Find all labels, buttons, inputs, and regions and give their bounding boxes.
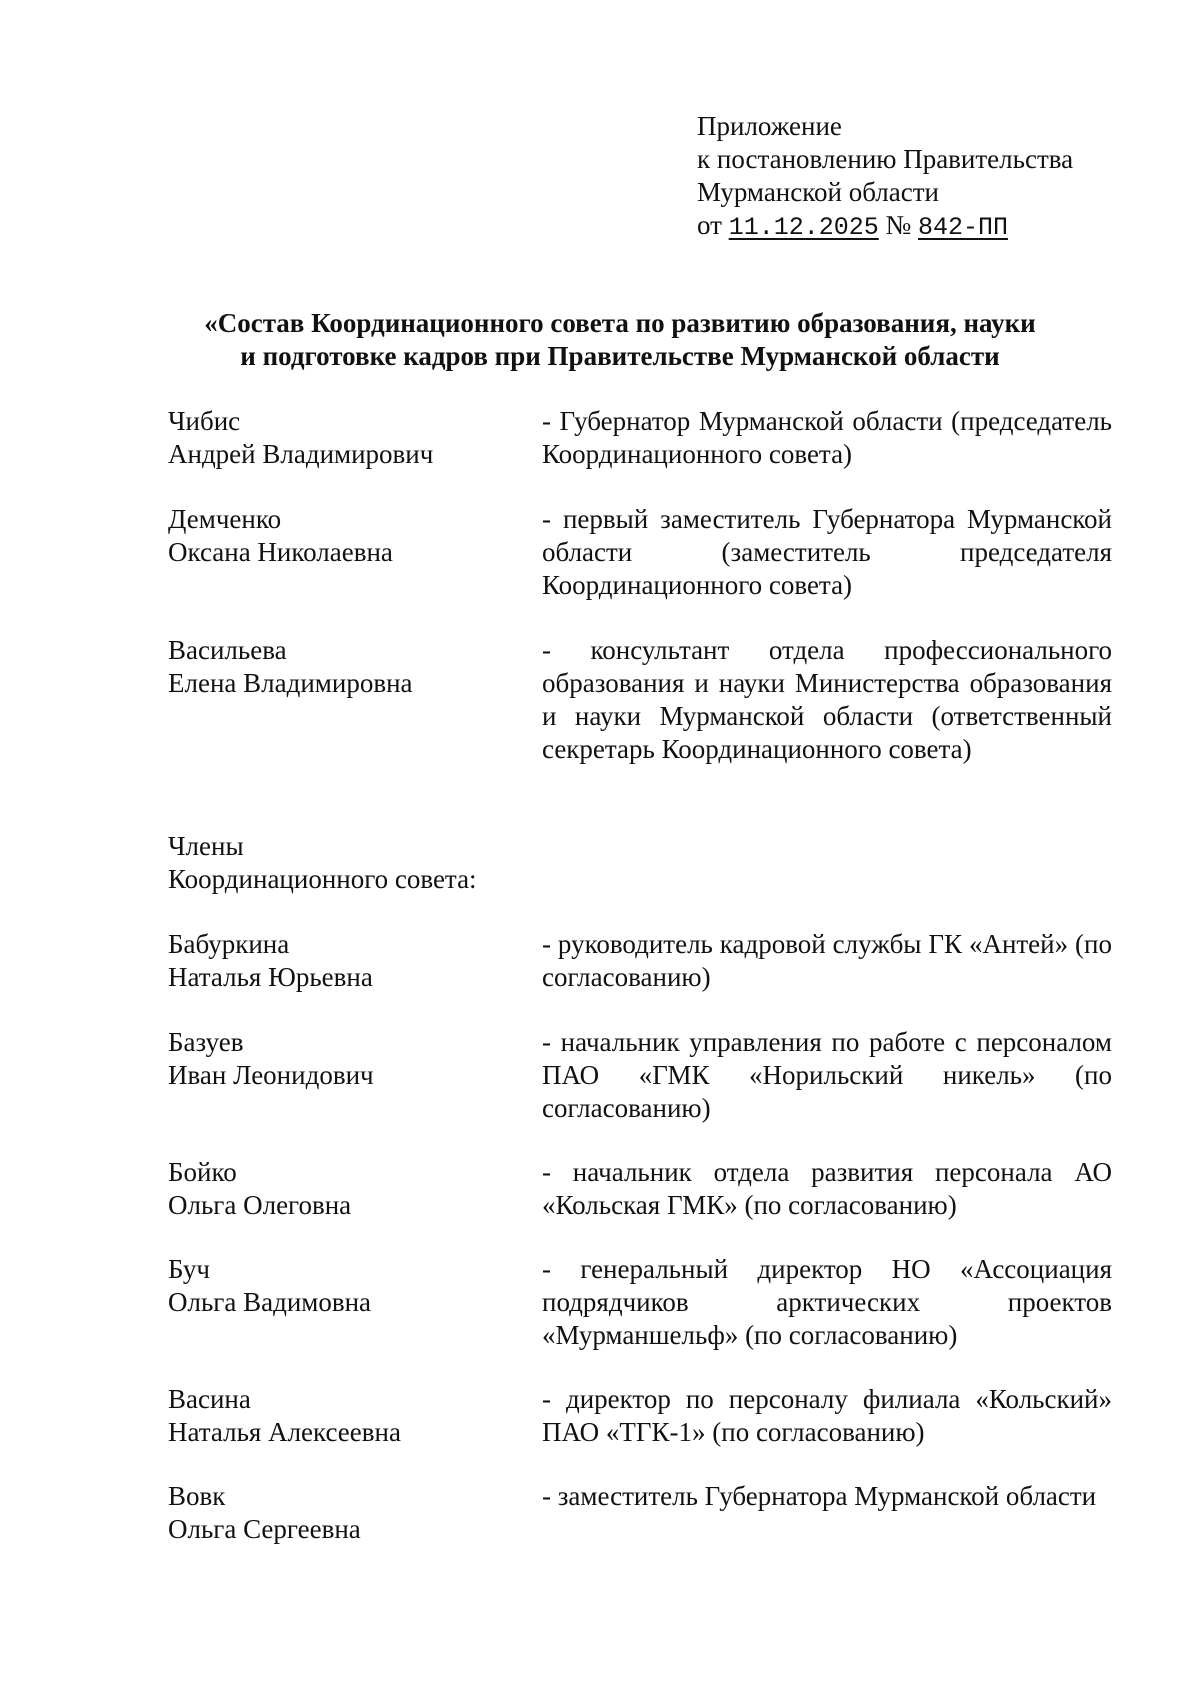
appendix-block [697,110,1073,244]
members-heading-line-1: Члены [168,831,244,861]
member-surname: Бойко [168,1157,237,1187]
member-role: - консультант отдела профессионального образования и науки Министерства образования и науки Мурманской области (ответственный секретарь Координационного совета) [542,635,1112,764]
member-given-name: Ольга Сергеевна [168,1514,361,1544]
member-given-name: Наталья Алексеевна [168,1417,401,1447]
members-heading-line-2: Координационного совета: [168,864,477,894]
member-role: - заместитель Губернатора Мурманской области [542,1481,1097,1511]
member-name [168,1253,528,1319]
member-surname: Васина [168,1384,251,1414]
member-given-name: Ольга Вадимовна [168,1287,372,1317]
member-role: - генеральный директор НО «Ассоциация подрядчиков арктических проектов «Мурманшельф» (по согласованию) [542,1254,1112,1350]
member-given-name: Оксана Николаевна [168,537,393,567]
member-surname: Буч [168,1254,210,1284]
member-name [168,1480,528,1546]
member-name [168,1026,528,1092]
appendix-reference: к постановлению Правительства [697,144,1074,174]
number-sign: № [885,210,912,240]
title-line-2: и подготовке кадров при Правительстве Мурманской области [240,341,1000,371]
member-name [168,1383,528,1449]
title-line-1: «Состав Координационного совета по развитию образования, науки [204,308,1036,338]
member-given-name: Иван Леонидович [168,1060,374,1090]
member-role: - начальник управления по работе с персоналом ПАО «ГМК «Норильский никель» (по согласованию) [542,1027,1112,1123]
member-name [168,928,528,994]
document-title [120,307,1120,373]
member-given-name: Елена Владимировна [168,668,413,698]
appendix-title: Приложение [697,111,842,141]
member-role: - первый заместитель Губернатора Мурманской области (заместитель председателя Координационного совета) [542,504,1112,600]
decree-date: 11.12.2025 [728,213,879,242]
member-role: - Губернатор Мурманской области (председатель Координационного совета) [542,406,1112,469]
member-given-name: Наталья Юрьевна [168,962,373,992]
appendix-region: Мурманской области [697,177,939,207]
member-given-name: Ольга Олеговна [168,1190,352,1220]
member-surname: Базуев [168,1027,244,1057]
member-role: - директор по персоналу филиала «Кольский» ПАО «ТГК-1» (по согласованию) [542,1384,1112,1447]
member-role: - начальник отдела развития персонала АО «Кольская ГМК» (по согласованию) [542,1157,1112,1220]
member-name [168,405,528,471]
member-name [168,1156,528,1222]
members-heading [168,830,477,896]
member-name [168,503,528,569]
member-given-name: Андрей Владимирович [168,439,434,469]
appendix-date-line [697,209,1073,244]
member-surname: Васильева [168,635,287,665]
member-name [168,634,528,700]
member-surname: Чибис [168,406,241,436]
member-surname: Бабуркина [168,929,290,959]
member-role: - руководитель кадровой службы ГК «Антей» (по согласованию) [542,929,1112,992]
decree-number: 842-ПП [918,213,1009,242]
member-surname: Вовк [168,1481,226,1511]
date-prefix: от [697,210,722,240]
member-surname: Демченко [168,504,282,534]
